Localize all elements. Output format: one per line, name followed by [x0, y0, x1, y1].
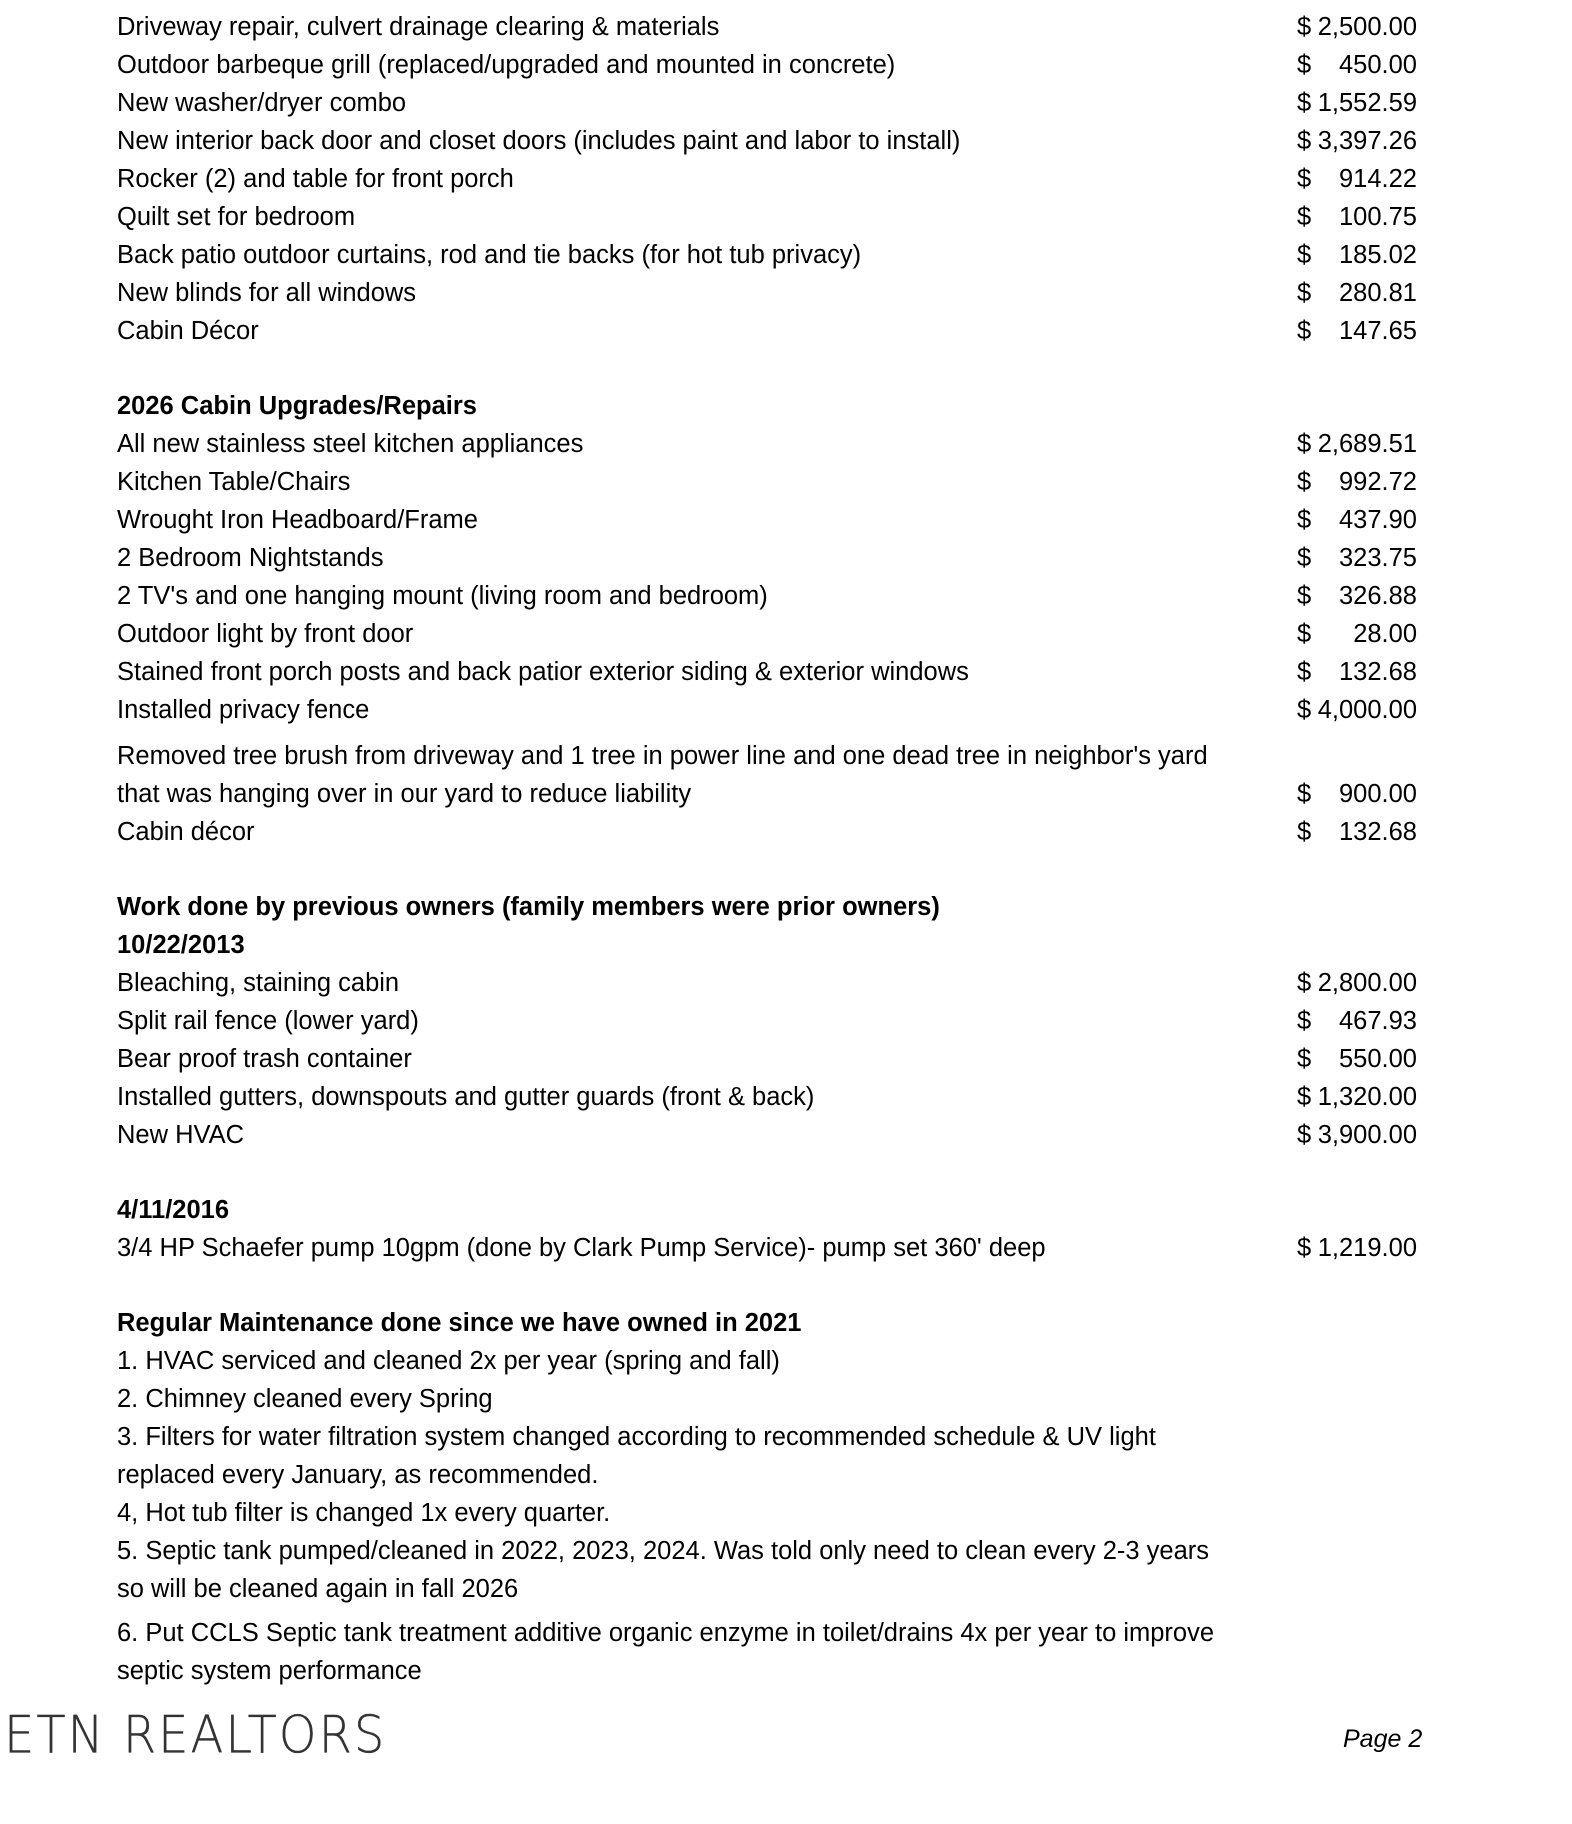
item-amount	[1297, 539, 1417, 577]
currency-symbol: $	[1297, 1234, 1312, 1262]
item-amount	[1297, 8, 1417, 46]
line-item	[117, 8, 1417, 46]
line-item	[117, 425, 1417, 463]
line-item	[117, 312, 1417, 350]
item-description: Cabin décor	[117, 818, 255, 846]
currency-symbol: $	[1297, 317, 1312, 345]
currency-symbol: $	[1297, 1007, 1312, 1035]
amount-value: 2,800.00	[1317, 969, 1417, 997]
line-item	[117, 274, 1417, 312]
item-amount	[1297, 84, 1417, 122]
currency-symbol: $	[1297, 468, 1312, 496]
line-item	[117, 122, 1417, 160]
amount-value: 1,552.59	[1317, 89, 1417, 117]
maintenance-line: replaced every January, as recommended.	[117, 1461, 599, 1489]
item-description: Back patio outdoor curtains, rod and tie backs (for hot tub privacy)	[117, 241, 862, 269]
maintenance-list	[117, 1342, 1417, 1690]
item-amount	[1297, 1002, 1417, 1040]
currency-symbol: $	[1297, 279, 1312, 307]
item-amount	[1297, 274, 1417, 312]
item-description: Split rail fence (lower yard)	[117, 1007, 419, 1035]
currency-symbol: $	[1297, 127, 1312, 155]
item-amount	[1297, 1229, 1417, 1267]
item-description: that was hanging over in our yard to reduce liability	[117, 780, 692, 808]
currency-symbol: $	[1297, 1083, 1312, 1111]
currency-symbol: $	[1297, 241, 1312, 269]
item-description: Wrought Iron Headboard/Frame	[117, 506, 478, 534]
amount-value: 323.75	[1339, 544, 1417, 572]
item-description: Stained front porch posts and back patior exterior siding & exterior windows	[117, 658, 969, 686]
item-amount	[1297, 813, 1417, 851]
currency-symbol: $	[1297, 780, 1312, 808]
page-number: Page 2	[1343, 1725, 1423, 1753]
item-description: Outdoor barbeque grill (replaced/upgraded and mounted in concrete)	[117, 51, 896, 79]
line-item	[117, 1078, 1417, 1116]
item-description: New HVAC	[117, 1121, 245, 1149]
item-description: Installed privacy fence	[117, 696, 370, 724]
item-amount	[1297, 312, 1417, 350]
maintenance-line: 2. Chimney cleaned every Spring	[117, 1385, 493, 1413]
line-item	[117, 463, 1417, 501]
item-description: New washer/dryer combo	[117, 89, 407, 117]
item-description: Driveway repair, culvert drainage clearing & materials	[117, 13, 720, 41]
item-amount	[1297, 425, 1417, 463]
currency-symbol: $	[1297, 13, 1312, 41]
amount-value: 280.81	[1339, 279, 1417, 307]
amount-value: 467.93	[1339, 1007, 1417, 1035]
item-amount	[1297, 653, 1417, 691]
item-amount	[1297, 1040, 1417, 1078]
currency-symbol: $	[1297, 544, 1312, 572]
amount-value: 185.02	[1339, 241, 1417, 269]
amount-value: 326.88	[1339, 582, 1417, 610]
document-body	[117, 8, 1417, 1690]
line-item	[117, 577, 1417, 615]
amount-value: 100.75	[1339, 203, 1417, 231]
section-4-items	[117, 1229, 1417, 1267]
line-item	[117, 1116, 1417, 1154]
realtor-logo: ETN REALTORS	[4, 1704, 387, 1766]
currency-symbol: $	[1297, 969, 1312, 997]
maintenance-line: so will be cleaned again in fall 2026	[117, 1575, 519, 1603]
section-3-items	[117, 964, 1417, 1154]
item-amount	[1297, 577, 1417, 615]
maintenance-line: septic system performance	[117, 1657, 422, 1685]
currency-symbol: $	[1297, 696, 1312, 724]
amount-value: 147.65	[1339, 317, 1417, 345]
item-description: Cabin Décor	[117, 317, 259, 345]
currency-symbol: $	[1297, 506, 1312, 534]
item-description: All new stainless steel kitchen appliances	[117, 430, 584, 458]
item-amount	[1297, 46, 1417, 84]
amount-value: 132.68	[1339, 658, 1417, 686]
item-amount	[1297, 964, 1417, 1002]
item-amount	[1297, 1078, 1417, 1116]
item-description: Bleaching, staining cabin	[117, 969, 400, 997]
currency-symbol: $	[1297, 1045, 1312, 1073]
line-item	[117, 653, 1417, 691]
maintenance-line: 4, Hot tub filter is changed 1x every quarter.	[117, 1499, 611, 1527]
item-description: Removed tree brush from driveway and 1 tree in power line and one dead tree in neighbor's yard	[117, 742, 1208, 770]
maintenance-line: 5. Septic tank pumped/cleaned in 2022, 2023, 2024. Was told only need to clean every 2-3 years	[117, 1537, 1210, 1565]
section-1-items	[117, 8, 1417, 350]
section-heading: Regular Maintenance done since we have owned in 2021	[117, 1309, 802, 1337]
amount-value: 132.68	[1339, 818, 1417, 846]
amount-value: 550.00	[1339, 1045, 1417, 1073]
item-description: Rocker (2) and table for front porch	[117, 165, 514, 193]
line-item	[117, 84, 1417, 122]
line-item	[117, 964, 1417, 1002]
amount-value: 2,689.51	[1317, 430, 1417, 458]
item-description: Bear proof trash container	[117, 1045, 412, 1073]
line-item	[117, 539, 1417, 577]
line-item	[117, 198, 1417, 236]
section-2-items	[117, 425, 1417, 851]
currency-symbol: $	[1297, 1121, 1312, 1149]
amount-value: 900.00	[1339, 780, 1417, 808]
item-description: 3/4 HP Schaefer pump 10gpm (done by Clark Pump Service)- pump set 360' deep	[117, 1234, 1046, 1262]
line-item	[117, 236, 1417, 274]
section-heading: 2026 Cabin Upgrades/Repairs	[117, 392, 477, 420]
amount-value: 437.90	[1339, 506, 1417, 534]
item-amount	[1297, 122, 1417, 160]
item-description: Kitchen Table/Chairs	[117, 468, 351, 496]
maintenance-line: 3. Filters for water filtration system changed according to recommended schedule & UV light	[117, 1423, 1156, 1451]
line-item	[117, 775, 1417, 813]
item-amount	[1297, 1116, 1417, 1154]
section-date: 4/11/2016	[117, 1196, 230, 1224]
currency-symbol: $	[1297, 658, 1312, 686]
item-amount	[1297, 236, 1417, 274]
item-amount	[1297, 160, 1417, 198]
amount-value: 28.00	[1353, 620, 1417, 648]
line-item	[117, 160, 1417, 198]
amount-value: 992.72	[1339, 468, 1417, 496]
line-item	[117, 615, 1417, 653]
amount-value: 1,320.00	[1317, 1083, 1417, 1111]
line-item	[117, 691, 1417, 729]
item-description: Outdoor light by front door	[117, 620, 414, 648]
amount-value: 1,219.00	[1317, 1234, 1417, 1262]
line-item	[117, 501, 1417, 539]
line-item-multiline	[117, 737, 1417, 775]
amount-value: 450.00	[1339, 51, 1417, 79]
amount-value: 3,900.00	[1317, 1121, 1417, 1149]
item-amount	[1297, 501, 1417, 539]
amount-value: 914.22	[1339, 165, 1417, 193]
line-item	[117, 1040, 1417, 1078]
line-item	[117, 46, 1417, 84]
item-amount	[1297, 775, 1417, 813]
section-heading: Work done by previous owners (family members were prior owners)	[117, 893, 940, 921]
line-item	[117, 1229, 1417, 1267]
currency-symbol: $	[1297, 430, 1312, 458]
item-description: 2 TV's and one hanging mount (living room and bedroom)	[117, 582, 768, 610]
amount-value: 4,000.00	[1317, 696, 1417, 724]
item-amount	[1297, 198, 1417, 236]
maintenance-line: 6. Put CCLS Septic tank treatment additive organic enzyme in toilet/drains 4x per year to improve	[117, 1619, 1215, 1647]
item-amount	[1297, 463, 1417, 501]
section-date: 10/22/2013	[117, 931, 245, 959]
currency-symbol: $	[1297, 165, 1312, 193]
amount-value: 2,500.00	[1317, 13, 1417, 41]
amount-value: 3,397.26	[1317, 127, 1417, 155]
currency-symbol: $	[1297, 203, 1312, 231]
currency-symbol: $	[1297, 818, 1312, 846]
item-amount	[1297, 615, 1417, 653]
line-item	[117, 1002, 1417, 1040]
item-description: New blinds for all windows	[117, 279, 417, 307]
maintenance-line: 1. HVAC serviced and cleaned 2x per year (spring and fall)	[117, 1347, 780, 1375]
item-amount	[1297, 691, 1417, 729]
item-description: Installed gutters, downspouts and gutter guards (front & back)	[117, 1083, 815, 1111]
currency-symbol: $	[1297, 89, 1312, 117]
line-item	[117, 813, 1417, 851]
item-description: New interior back door and closet doors (includes paint and labor to install)	[117, 127, 961, 155]
currency-symbol: $	[1297, 51, 1312, 79]
item-description: 2 Bedroom Nightstands	[117, 544, 384, 572]
item-description: Quilt set for bedroom	[117, 203, 356, 231]
currency-symbol: $	[1297, 582, 1312, 610]
currency-symbol: $	[1297, 620, 1312, 648]
